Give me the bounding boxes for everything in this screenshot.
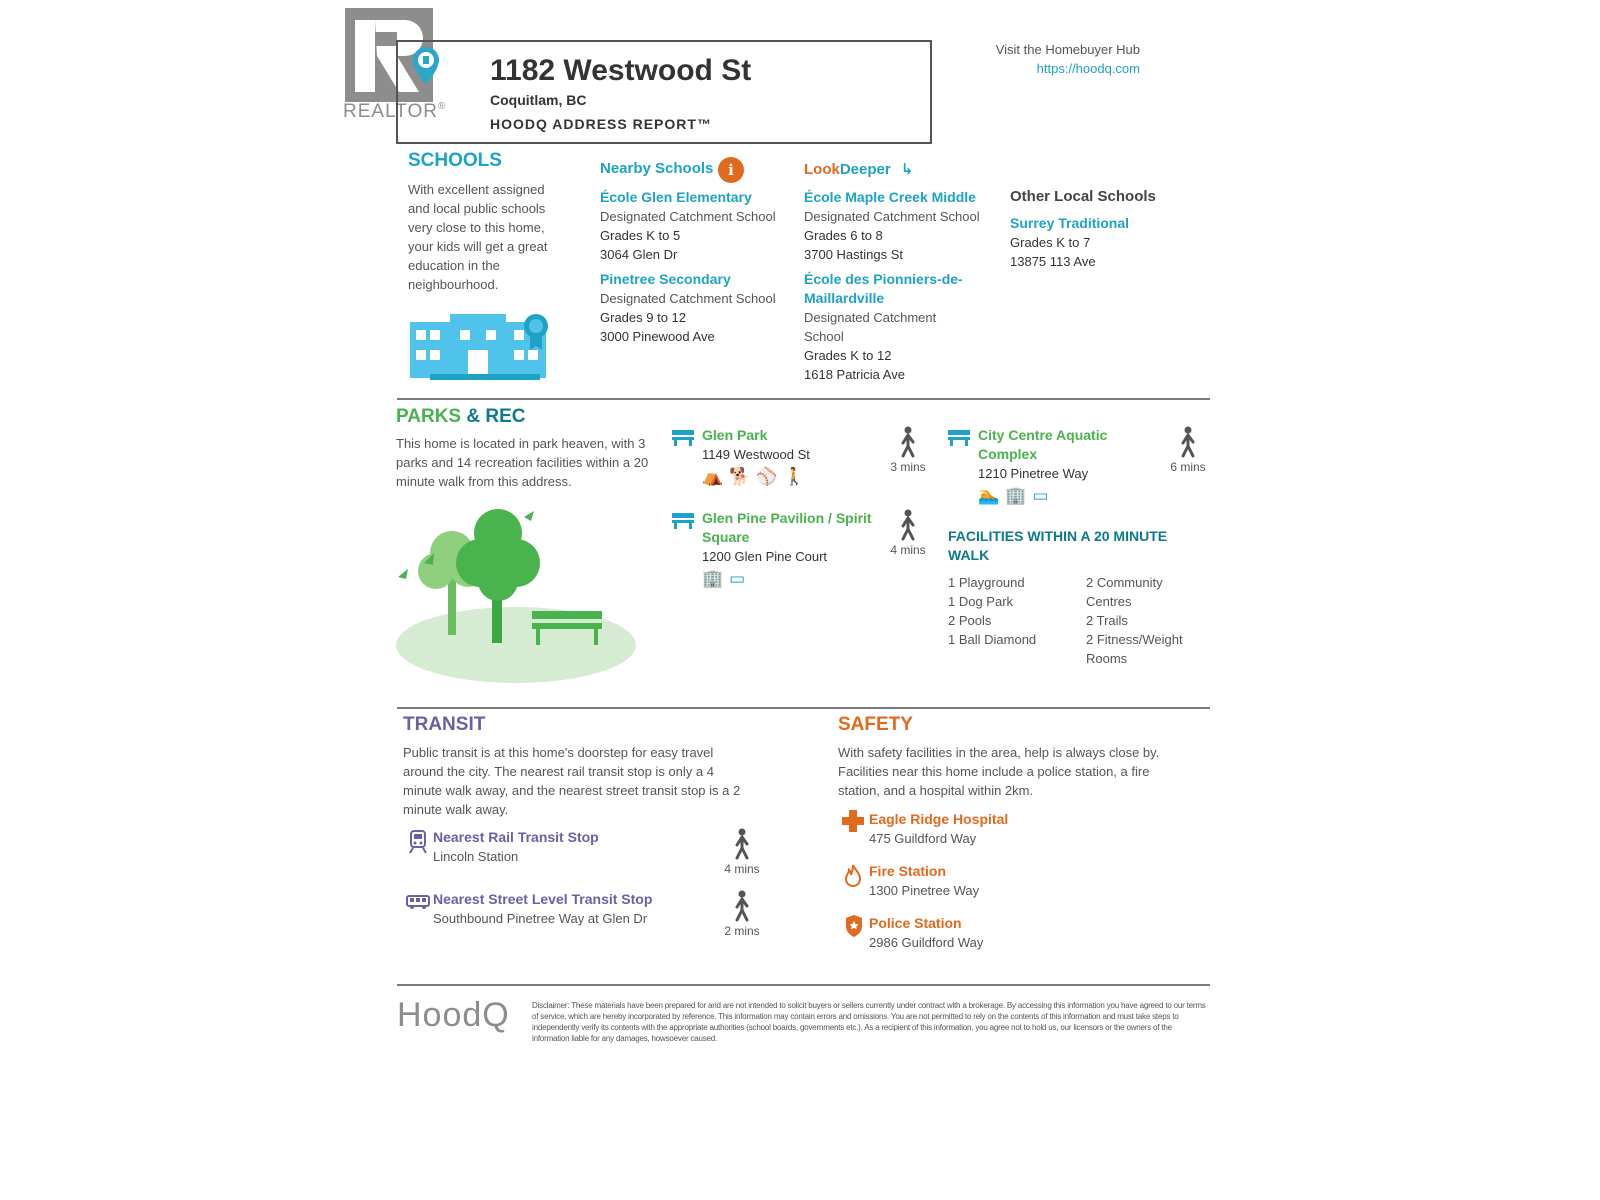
school-grades: Grades 9 to 12 xyxy=(600,310,686,325)
nearby-schools-label: Nearby Schools xyxy=(600,160,714,177)
street-stop xyxy=(433,890,703,928)
school-building-icon xyxy=(410,312,556,382)
walking-person-icon xyxy=(732,890,752,922)
facility-item: 2 Community Centres xyxy=(1086,575,1163,609)
park-name[interactable]: Glen Park xyxy=(702,427,768,443)
pool-icon: 🏊 xyxy=(978,486,1000,505)
park-address: 1210 Pinetree Way xyxy=(978,466,1089,481)
registered-mark: ® xyxy=(438,101,447,112)
school-type: Designated Catchment School xyxy=(804,310,937,344)
hub-text: Visit the Homebuyer Hub xyxy=(995,42,1140,57)
transit-title: TRANSIT xyxy=(403,714,486,735)
walking-person-icon xyxy=(1178,426,1198,458)
safety-name[interactable]: Fire Station xyxy=(869,863,947,879)
school-grades: Grades K to 5 xyxy=(600,228,681,243)
school-type: Designated Catchment School xyxy=(600,209,776,224)
walk-time-label: 6 mins xyxy=(1170,460,1206,474)
disclaimer-text: Disclaimer: These materials have been prepared for and are not intended to solicit buyers or sellers currently under contract with a brokerage. By accessing this information you have agreed to our terms of service, which are hereby incorporated by reference. This information may contain errors and omissions. You are not permitted to rely on the contents of this information and must take steps to independently verify its contents with the appropriate authorities (school boards, governments etc.). As a recipient of this information, you agree not to hold us, our licensors or the owners of the information liable for any damages, howsoever caused. xyxy=(532,1001,1206,1043)
bench-icon xyxy=(948,430,970,446)
info-icon[interactable]: i xyxy=(718,157,744,183)
transit-description: Public transit is at this home's doorstep for easy travel around the city. The nearest rail transit stop is only a 4 minute walk away, and the nearest street transit stop is a 2 minute walk away. xyxy=(403,745,741,817)
address-title: 1182 Westwood St xyxy=(490,54,752,87)
safety-item xyxy=(869,914,1119,952)
realtor-text: REALTOR xyxy=(343,101,438,122)
facility-item: 2 Trails xyxy=(1086,613,1128,628)
school-item xyxy=(600,270,795,346)
facility-item: 1 Playground xyxy=(948,575,1025,590)
bench-icon xyxy=(672,513,694,529)
train-icon xyxy=(408,830,428,854)
schools-title: SCHOOLS xyxy=(408,150,502,171)
facilities-left-list xyxy=(948,573,1078,649)
header-box xyxy=(396,40,932,144)
hub-link[interactable]: https://hoodq.com xyxy=(1036,61,1140,76)
school-address: 3064 Glen Dr xyxy=(600,247,678,262)
facility-item: 2 Fitness/Weight Rooms xyxy=(1086,632,1183,666)
park-illustration-icon xyxy=(396,505,644,687)
walking-person-icon xyxy=(898,426,918,458)
parks-title xyxy=(396,406,526,428)
school-type: Designated Catchment School xyxy=(600,291,776,306)
dog-park-icon: 🐕 xyxy=(729,467,751,486)
walk-time xyxy=(878,426,938,474)
walk-time xyxy=(1158,426,1218,474)
police-shield-icon xyxy=(844,914,864,938)
other-schools-label: Other Local Schools xyxy=(1010,188,1156,205)
report-label: HOODQ ADDRESS REPORT™ xyxy=(490,116,712,132)
section-divider xyxy=(397,707,1210,709)
arrow-down-icon: ↳ xyxy=(900,161,914,178)
facility-item: 1 Dog Park xyxy=(948,594,1014,609)
fire-icon xyxy=(845,864,861,888)
street-stop-label: Nearest Street Level Transit Stop xyxy=(433,891,653,907)
trail-icon: 🚶 xyxy=(783,467,805,486)
safety-name[interactable]: Police Station xyxy=(869,915,962,931)
hospital-cross-icon xyxy=(842,810,864,832)
safety-address: 475 Guildford Way xyxy=(869,831,977,846)
parks-title-rec: & REC xyxy=(466,406,526,427)
parks-title-parks: PARKS xyxy=(396,406,462,427)
walk-time xyxy=(712,828,772,876)
school-item xyxy=(600,188,795,264)
school-address: 3000 Pinewood Ave xyxy=(600,329,715,344)
park-item xyxy=(702,509,882,589)
walk-time xyxy=(878,509,938,557)
section-divider xyxy=(397,984,1210,986)
safety-address: 1300 Pinetree Way xyxy=(869,883,980,898)
look-label: Look xyxy=(804,161,840,178)
section-divider xyxy=(397,398,1210,400)
facility-item: 2 Pools xyxy=(948,613,992,628)
school-grades: Grades K to 7 xyxy=(1010,235,1091,250)
look-deeper-link[interactable] xyxy=(804,160,913,178)
park-address: 1200 Glen Pine Court xyxy=(702,549,828,564)
park-name[interactable]: Glen Pine Pavilion / Spirit Square xyxy=(702,510,872,545)
rail-stop-label: Nearest Rail Transit Stop xyxy=(433,829,599,845)
safety-name[interactable]: Eagle Ridge Hospital xyxy=(869,811,1009,827)
walking-person-icon xyxy=(732,828,752,860)
ball-diamond-icon: ⚾ xyxy=(756,467,778,486)
safety-item xyxy=(869,862,1119,900)
park-name[interactable]: City Centre Aquatic Complex xyxy=(978,427,1108,462)
hoodq-logo: HoodQ xyxy=(397,996,510,1034)
school-name[interactable]: École Maple Creek Middle xyxy=(804,189,976,205)
rail-stop-name[interactable]: Lincoln Station xyxy=(433,849,519,864)
street-stop-name[interactable]: Southbound Pinetree Way at Glen Dr xyxy=(433,911,648,926)
walking-person-icon xyxy=(898,509,918,541)
school-item xyxy=(804,270,979,384)
facility-item: 1 Ball Diamond xyxy=(948,632,1037,647)
facilities-right-list xyxy=(1086,573,1201,668)
school-name[interactable]: Surrey Traditional xyxy=(1010,215,1130,231)
school-grades: Grades 6 to 8 xyxy=(804,228,883,243)
safety-item xyxy=(869,810,1119,848)
park-address: 1149 Westwood St xyxy=(702,447,810,462)
school-item xyxy=(1010,214,1200,271)
park-item xyxy=(702,426,892,487)
walk-time-label: 3 mins xyxy=(890,460,926,474)
schools-description: With excellent assigned and local public schools very close to this home, your kids will get a great education in the neighbourhood. xyxy=(408,182,548,292)
walk-time-label: 4 mins xyxy=(724,862,760,876)
school-address: 1618 Patricia Ave xyxy=(804,367,905,382)
school-grades: Grades K to 12 xyxy=(804,348,892,363)
school-name[interactable]: École Glen Elementary xyxy=(600,189,752,205)
school-address: 3700 Hastings St xyxy=(804,247,904,262)
school-item xyxy=(804,188,999,264)
walk-time-label: 2 mins xyxy=(724,924,760,938)
rail-stop xyxy=(433,828,703,866)
park-item xyxy=(978,426,1128,506)
bench-icon: ▭ xyxy=(1032,486,1049,505)
parks-description: This home is located in park heaven, with 3 parks and 14 recreation facilities within a 20 minute walk from this address. xyxy=(396,436,649,489)
city-label: Coquitlam, BC xyxy=(490,92,587,108)
community-centre-icon: 🏢 xyxy=(1005,486,1027,505)
bench-icon: ▭ xyxy=(729,569,746,588)
school-address: 13875 113 Ave xyxy=(1010,254,1096,269)
walk-time-label: 4 mins xyxy=(890,543,926,557)
school-type: Designated Catchment School xyxy=(804,209,980,224)
playground-icon: ⛺ xyxy=(702,467,724,486)
safety-title: SAFETY xyxy=(838,714,913,735)
school-name[interactable]: Pinetree Secondary xyxy=(600,271,731,287)
deeper-label: Deeper xyxy=(839,161,891,178)
walk-time xyxy=(712,890,772,938)
safety-address: 2986 Guildford Way xyxy=(869,935,984,950)
bus-icon xyxy=(406,894,430,910)
safety-description: With safety facilities in the area, help is always close by. Facilities near this home include a police station, a fire station, and a hospital within 2km. xyxy=(838,745,1160,798)
community-centre-icon: 🏢 xyxy=(702,569,724,588)
bench-icon xyxy=(672,430,694,446)
facilities-title: FACILITIES WITHIN A 20 MINUTE WALK xyxy=(948,528,1168,563)
school-name[interactable]: École des Pionniers-de-Maillardville xyxy=(804,271,963,306)
